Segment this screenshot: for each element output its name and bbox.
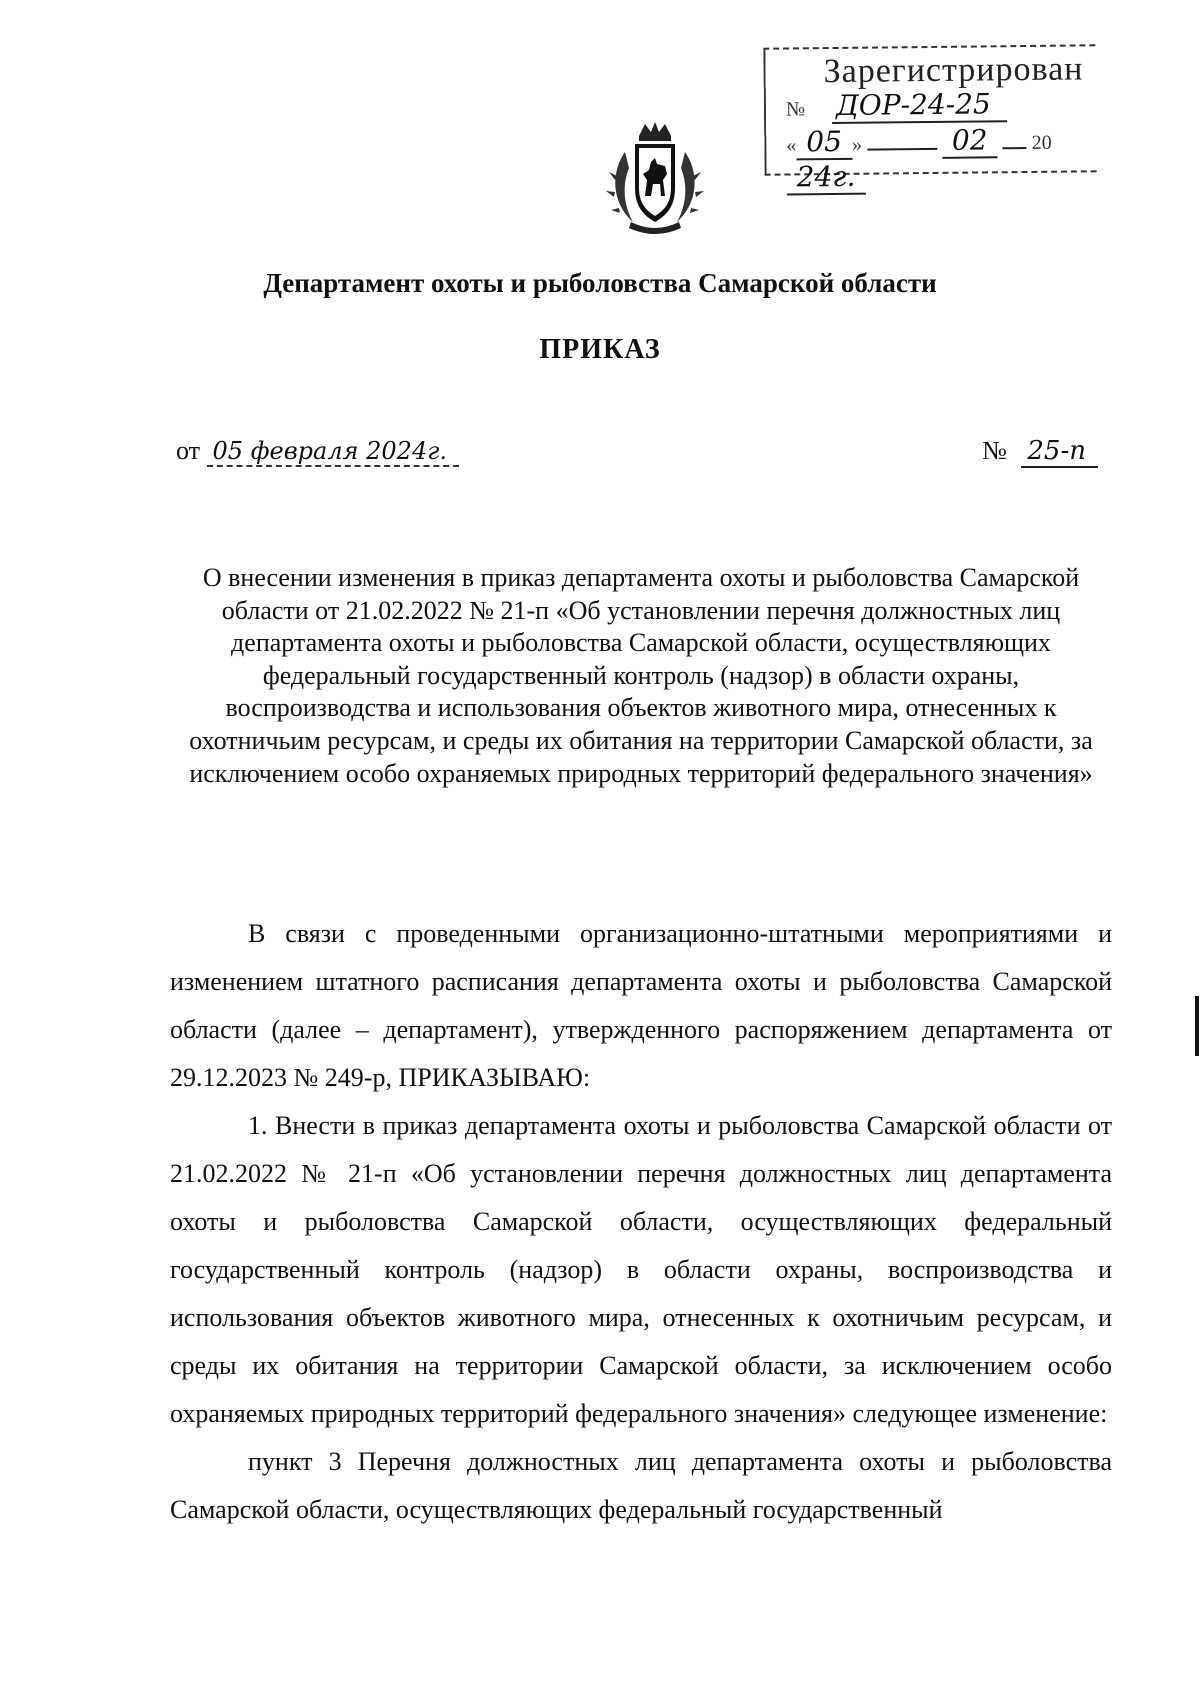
document-number: [982, 436, 1098, 468]
stamp-number-line: [786, 87, 1007, 124]
body-paragraph: пункт 3 Перечня должностных лиц департамента охоты и рыболовства Самарской области, осуществляющих федеральный государственный: [170, 1447, 1112, 1524]
stamp-title: Зарегистрирован: [823, 50, 1084, 91]
body-paragraph: В связи с проведенными организационно-штатными мероприятиями и изменением штатного расписания департамента охоты и рыболовства Самарской области (далее – департамент), утвержденного распоряжением департамента от 29.12.2023 № 249-р, ПРИКАЗЫВАЮ:: [170, 919, 1112, 1092]
stamp-date-year: 24г.: [787, 160, 866, 196]
registration-stamp: [763, 44, 1096, 194]
stamp-number-prefix: №: [785, 98, 806, 121]
handwritten-number: 25-п: [1021, 436, 1098, 468]
stamp-date-year-prefix: 20: [1031, 131, 1052, 154]
margin-mark: [1195, 996, 1199, 1056]
samara-coat-of-arms-icon: [595, 118, 715, 238]
stamp-date-day: 05: [796, 125, 852, 161]
document-type: ПРИКАЗ: [539, 334, 661, 365]
number-prefix: №: [982, 436, 1007, 465]
stamp-date-line: « 05 » 02 2024г.: [786, 122, 1097, 195]
date-prefix: от: [176, 436, 201, 465]
body-paragraph: 1. Внести в приказ департамента охоты и рыболовства Самарской области от 21.02.2022 № 21-п «Об установлении перечня должностных лиц департамента охоты и рыболовства Самарской области, осуществляющих федеральный государственный контроль (надзор) в области охраны, воспроизводства и использования объектов животного мира, отнесенных к охотничьим ресурсам, и среды их обитания на территории Самарской области, за исключением особо охраняемых природных территорий федерального значения» следующее изменение:: [170, 1111, 1112, 1428]
document-body: [170, 910, 1112, 1534]
stamp-date-month: 02: [942, 123, 998, 159]
stamp-number: ДОР-24-25: [832, 87, 1007, 124]
organization-title: Департамент охоты и рыболовства Самарской области: [263, 268, 937, 298]
document-subject: О внесении изменения в приказ департамента охоты и рыболовства Самарской области от 21.02.2022 № 21-п «Об установлении перечня должностных лиц департамента охоты и рыболовства Самарской области, осуществляющих федеральный государственный контроль (надзор) в области охраны, воспроизводства и использования объектов животного мира, отнесенных к охотничьим ресурсам, и среды их обитания на территории Самарской области, за исключением особо охраняемых природных территорий федерального значения»: [189, 563, 1093, 788]
handwritten-date: 05 февраля 2024г.: [207, 437, 459, 467]
document-date: [176, 436, 459, 467]
